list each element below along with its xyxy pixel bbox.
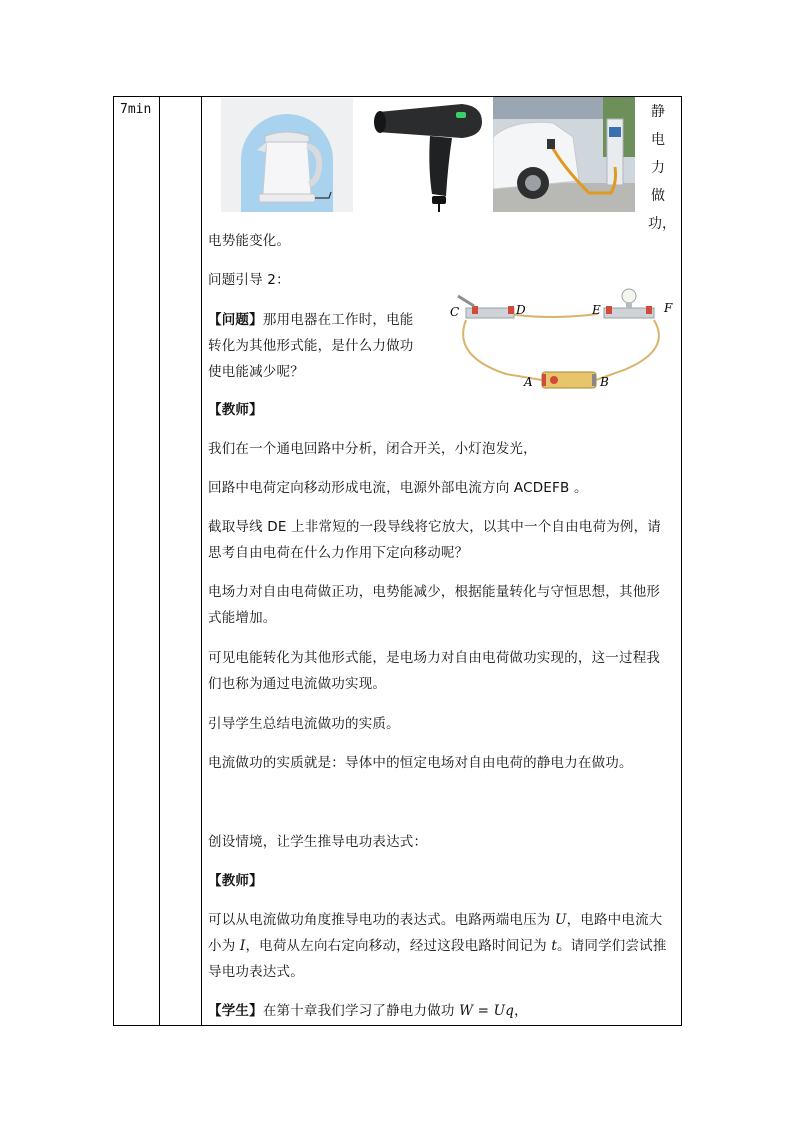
para-energy-change: 电势能变化。 (208, 233, 291, 249)
teacher-tag: 【教师】 (208, 402, 263, 418)
label-a: A (524, 375, 533, 389)
para-9-text: ，电路中电流大 (566, 912, 663, 928)
question-line-3: 使电能减少呢？ (208, 364, 304, 380)
para-3 (208, 514, 674, 566)
para-10-text: ， (514, 1003, 528, 1019)
para-4-line-1: 电场力对自由电荷做正功，电势能减少，根据能量转化与守恒思想，其他形 (208, 584, 661, 600)
vertical-char: 做 (651, 188, 665, 204)
para-5-line-1: 可见电能转化为其他形式能，是电场力对自由电荷做功实现的，这一过程我 (208, 650, 661, 666)
label-f: F (664, 301, 673, 315)
table-border-bottom (113, 1025, 682, 1026)
label-b: B (600, 375, 609, 389)
formula-w-uq: W = Uq (459, 1003, 515, 1019)
para-9-text: 导电功表达式。 (208, 964, 304, 980)
para-guide-2: 问题引导 2： (208, 272, 290, 288)
para-3-line-2: 思考自由电荷在什么力作用下定向移动呢？ (208, 545, 469, 561)
para-7: 电流做功的实质就是：导体中的恒定电场对自由电荷的静电力在做功。 (208, 755, 633, 771)
para-3-line-1: 截取导线 DE 上非常短的一段导线将它放大，以其中一个自由电荷为例，请 (208, 519, 662, 535)
var-u: U (555, 912, 567, 928)
question-tag: 【问题】 (208, 312, 263, 328)
vertical-char: 功， (648, 216, 676, 232)
var-t: t (551, 938, 557, 954)
question-line-2: 转化为其他形式能，是什么力做功 (208, 338, 414, 354)
para-9 (208, 907, 674, 985)
vertical-char: 电 (651, 132, 665, 148)
vertical-char: 静 (651, 104, 665, 120)
table-col-divider-1 (159, 96, 160, 1026)
para-5 (208, 645, 674, 697)
table-border-right (681, 96, 682, 1026)
question-block (208, 307, 448, 385)
row-time-label: 7min (120, 102, 152, 117)
vertical-text-column (648, 98, 676, 238)
label-d: D (516, 303, 526, 317)
ev-charging-image (493, 97, 635, 212)
circuit-diagram (448, 286, 678, 396)
para-4 (208, 579, 674, 631)
teacher-tag-2: 【教师】 (208, 873, 263, 889)
electric-kettle-image (221, 98, 353, 212)
table-col-divider-2 (201, 96, 202, 1026)
para-9-text: 可以从电流做功角度推导电功的表达式。电路两端电压为 (208, 912, 555, 928)
label-c: C (450, 305, 460, 319)
para-5-line-2: 们也称为通过电流做功实现。 (208, 676, 387, 692)
para-8: 创设情境，让学生推导电功表达式： (208, 834, 428, 850)
vertical-char: 力 (651, 160, 665, 176)
para-10 (208, 998, 674, 1024)
para-9-text: 。请同学们尝试推 (556, 938, 667, 954)
table-border-left (113, 96, 114, 1026)
student-tag: 【学生】 (208, 1003, 263, 1019)
para-9-text: ，电荷从左向右定向移动，经过这段电路时间记为 (245, 938, 552, 954)
label-e: E (592, 303, 601, 317)
para-9-text: 小为 (208, 938, 240, 954)
question-line-1: 那用电器在工作时，电能 (262, 312, 414, 328)
hair-dryer-image (370, 98, 486, 214)
para-10-text: 在第十章我们学习了静电力做功 (262, 1003, 460, 1019)
para-4-line-2: 式能增加。 (208, 610, 277, 626)
var-i: I (239, 938, 246, 954)
para-1: 我们在一个通电回路中分析，闭合开关，小灯泡发光， (208, 441, 537, 457)
para-6: 引导学生总结电流做功的实质。 (208, 716, 400, 732)
para-2: 回路中电荷定向移动形成电流，电源外部电流方向 ACDEFB 。 (208, 480, 588, 496)
